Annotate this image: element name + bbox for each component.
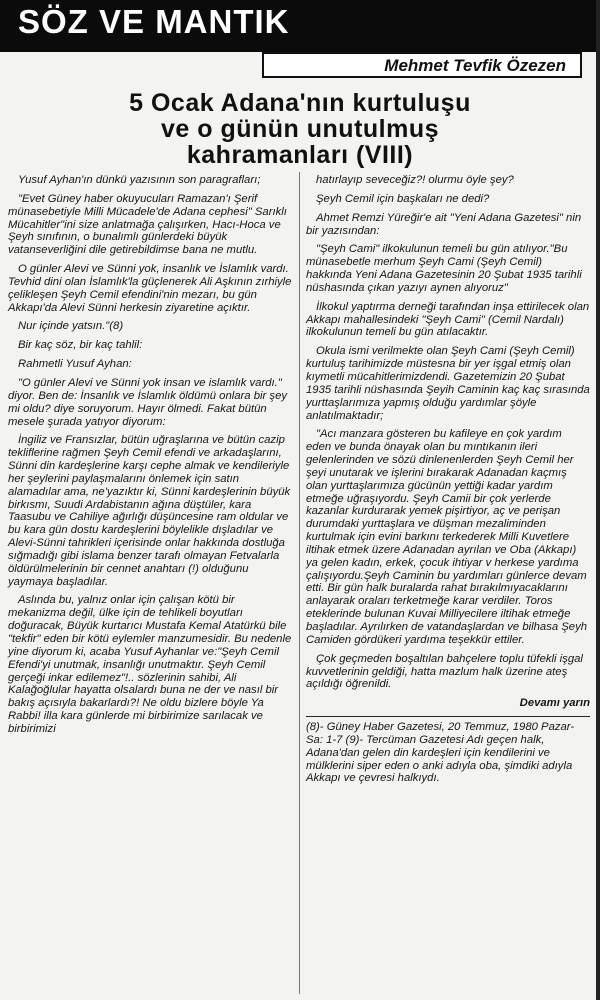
paragraph: hatırlayıp seveceğiz?! olurmu öyle şey? — [316, 174, 514, 186]
paragraph: Okula ismi verilmekte olan Şeyh Cami (Şeyh Cemil) kurtuluş tarihimizde müstesna bir yer işgal etmiş olan kıymetli mücahitlerimizdendi. Gazetemizin 20 Şubat 1935 tarihli nüshasında Şeyih Caminin kaç kaç sırasında yurttaşlarımıza yapmış olduğu yardımlar şöyle anlatılmaktadır; — [306, 345, 590, 422]
continued-tomorrow: Devamı yarın — [519, 697, 590, 710]
column-title-bar — [0, 0, 600, 52]
column-title: SÖZ VE MANTIK — [18, 3, 290, 40]
right-column — [306, 174, 590, 785]
paragraph: O günler Alevi ve Sünni yok, insanlık ve İslamlık vardı. Tevhid dini olan İslamlık'la güçlenerek Ali Aşkının zırhiyle çelikleşen Şeyh Cemil efendini'nin mezarı, bu gün Akkapı'da Alevi Sünni herkesin ziyaretine açıktır. — [8, 263, 292, 314]
paragraph: Nur içinde yatsın."(8) — [18, 320, 124, 333]
paragraph: İngiliz ve Fransızlar, bütün uğraşlarına ve bütün cazip tekliflerine rağmen Şeyh Cemil efendi ve arkadaşlarını, Sünni din kardeşlerine karşı cephe almak ve kendileriyle her şeylerini paylaşmalarını önlemek için satın alamadılar ama, ne'yazıktır ki, Sünni kardeşlerinin büyük birkısmı, Suudi Ardabistanın ağına düştüler, kara Taasubu ve Cahiliye ağırlığı düşüncesine ram oldular ve bu kara gün dostu kardeşlerini böylelikle dışladılar ve Alevi-Sünni tahrikleri içerisinde onlar hakkında dostluğa sığmadığı gibi islama benzer tarafı olmayan Fetvalarla öldürülmelerinin bir cennet anahtarı (!) olduğunu yaymaya başladılar. — [8, 434, 291, 588]
paragraph: "Acı manzara gösteren bu kafileye en çok yardım eden ve bunda önayak olan bu mıntıkanın ileri gelenlerinden ve sözü dinlenenlerden Şeyh Cemil her şeyi unutarak ve işlerini bırakarak Adanadan kaçmış olan yurttaşlarımıza gücünün yettiği kadar yardım etmeğe uğraşıyordu. Şeyh Camii bir çok yerlerde kazanlar kurdurarak yemek pişirtiyor, aç ve perişan durumdaki yurttaşlara ve düşman mezaliminden kurtulmak için evini barkını terkederek Milli Kuvetlere iltihak etmek üzere Adanadan ayrılan ve Oba (Akkapı) ya gelen kadın, erkek, çocuk ihtiyar v herkese yardıma çalışıyordu.Şeyh Caminin bu yardımları günlerce devam etti. Bir gün halk buralarda rahat bırakılmıyacaklarını anlayarak oraları terketmeğe karar verdiler. Toros eteklerinde bulunan Kuvai Milliyecilere iltihak etmeğe başladılar. Ayrılırken de vatandaşlardan ve bilhasa Şeyh Camiden gördükeri yardıma teşekkür ettiler. — [306, 428, 588, 646]
paragraph: Çok geçmeden boşaltılan bahçelere toplu tüfekli işgal kuvvetlerinin geldiği, hatta mazlum halk üzerine ateş açıldığı öğrenildi. — [306, 652, 583, 691]
column-divider — [299, 172, 300, 994]
footnote: (8)- Güney Haber Gazetesi, 20 Temmuz, 1980 Pazar- Sa: 1-7 (9)- Tercüman Gazetesi Adı geçen halk, Adana'dan gelen din kardeşleri için kendilerini ve mülklerini siper eden o anki adıyla oba, şimdiki adıyla Akkapı ve çevresi halkıydı. — [306, 716, 590, 785]
paragraph: Aslında bu, yalnız onlar için çalışan kötü bir mekanizma değil, ülke için de tehlikeli boyutları doğuracak, Büyük kurtarıcı Mustafa Kemal Atatürkü bile "tekfir" eden bir kötü eylemler manzumesidir. Bu nedenle yine diyorum ki, acaba Yusuf Ayhanlar ve:"Şeyh Cemil Efendi'yi unutmak, insanlığı unutmaktır. Şeyh Cemil gerçeği inkar edilemez"!.. sözlerinin sahibi, Ali Kalağoğlular hayatta olsalardı buna ne der ve nasıl bir bakış açısıyla bakarlardı?! Ne oldu bizlere böyle Ya Rabbi! illa kara günlerde mi birbirimize sarılacak ve birbirimizi — [8, 594, 292, 735]
paragraph: Bir kaç söz, bir kaç tahlil: — [18, 339, 143, 352]
page-edge — [596, 0, 600, 1000]
paragraph: "Evet Güney haber okuyucuları Ramazan'ı Şerif münasebetiyle Milli Mücadele'de Adana cephesi" Sarıklı Mücahitler"ini size anlatmağa çalışırken, Hacı-Hoca ve Şeyh sınıfının, o bunalımlı günlerdeki büyük vatanseverliğini dile getirebildimse bana ne mutlu. — [8, 192, 287, 257]
paragraph: Ahmet Remzi Yüreğir'e ait "Yeni Adana Gazetesi" nin bir yazısından: — [306, 211, 582, 237]
paragraph: "O günler Alevi ve Sünni yok insan ve islamlık vardı." diyor. Ben de: İnsanlık ve İslamlık öldümü onlara bir şey mi oldu? diye soruyorum. Hayır ölmedi. Fakat bütün mesele şurada yatıyor diyorum: — [8, 376, 287, 428]
paragraph: Yusuf Ayhan'ın dünkü yazısının son paragrafları; — [18, 174, 261, 186]
headline-line-1: 5 Ocak Adana'nın kurtuluşu — [129, 89, 471, 117]
paragraph: "Şeyh Cami" ilkokulunun temeli bu gün atılıyor."Bu münasebetle merhum Şeyh Cami (Şeyh Cemil) hakkında Yeni Adana Gazetesinin 20 Şubat 1935 tarihli nüshasında çıkan yazıyı aynen alıyoruz" — [306, 243, 582, 294]
author-byline: Mehmet Tevfik Özezen — [262, 52, 582, 78]
headline-line-2: ve o günün unutulmuş — [160, 115, 440, 143]
paragraph: İlkokul yaptırma derneği tarafından inşa ettirilecek olan Akkapı mahallesindeki "Şeyh Cami" (Cemil Nardalı) ilkokulunun temeli bu gün atılacaktır. — [306, 300, 590, 339]
left-column — [8, 174, 292, 742]
paragraph: Şeyh Cemil için başkaları ne dedi? — [316, 192, 490, 205]
paragraph: Rahmetli Yusuf Ayhan: — [18, 358, 132, 371]
headline-line-3: kahramanları (VIII) — [186, 141, 414, 169]
